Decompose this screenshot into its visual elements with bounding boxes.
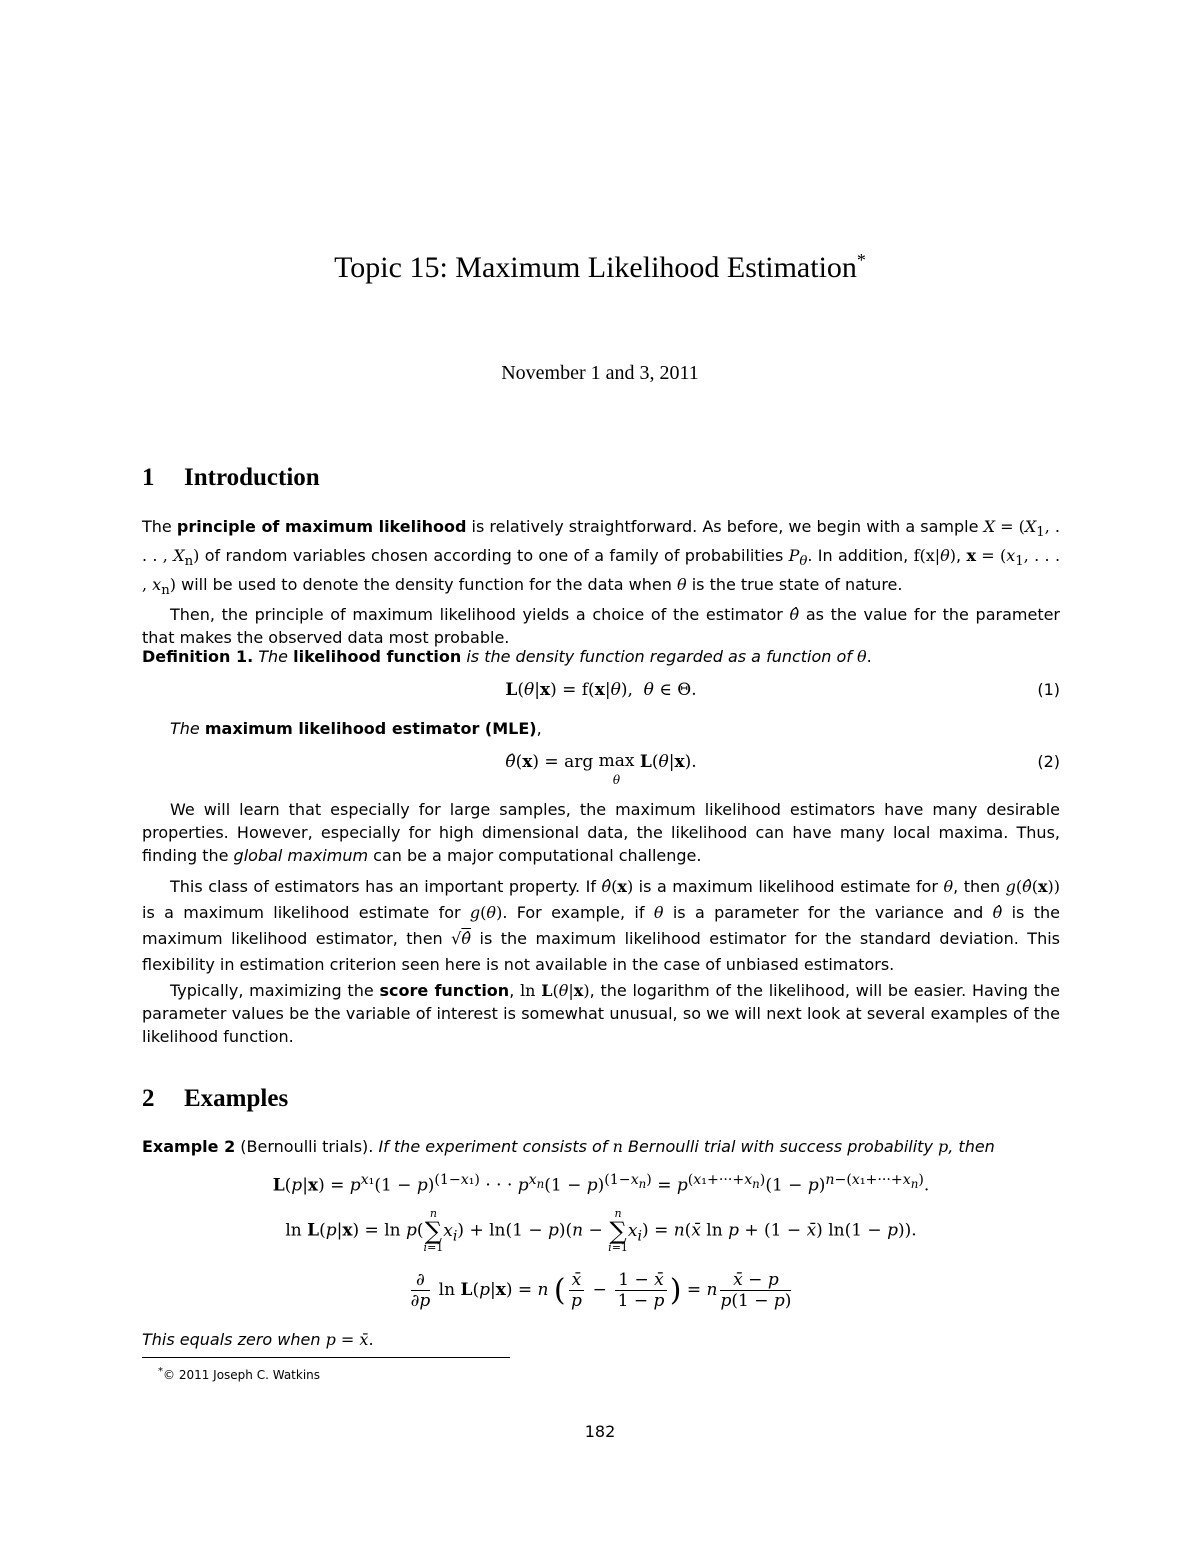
bernoulli-log-likelihood-equation: ln L(p|x) = ln p(n ∑ $i=1x_i) + \ln(1 - p)(n - n$ ∑ $i=1x_i$) = n(x̄ ln p + (1 − x̄) ln(1 − p)). bbox=[285, 1207, 917, 1254]
term-principle: principle of maximum likelihood bbox=[176, 517, 467, 536]
definition-1: Definition 1. The likelihood function is the density function regarded as a function of θ. bbox=[142, 647, 872, 666]
title-footnote-mark: * bbox=[856, 250, 866, 270]
page-number: 182 bbox=[584, 1422, 616, 1441]
emphasis-global-maximum: global maximum bbox=[233, 846, 369, 865]
equation-number-1: (1) bbox=[1037, 680, 1060, 699]
intro-paragraph-2: Then, the principle of maximum likelihood yields a choice of the estimator θ̂ as the value for the parameter that makes the observed data most probable. bbox=[142, 604, 1061, 647]
equation-1: L(θ|x) = f(x|θ), θ ∈ Θ. (1) bbox=[505, 680, 1060, 700]
term-likelihood-function: likelihood function bbox=[293, 647, 462, 666]
example-2: Example 2 (Bernoulli trials). If the experiment consists of n Bernoulli trial with success probability p, then bbox=[142, 1137, 995, 1156]
footnote-rule bbox=[142, 1357, 510, 1358]
intro-paragraph-1: The principle of maximum likelihood is relatively straightforward. As before, we begin with a sample $X = (X_1$, . . . , $X_n$) of random variables chosen according to one of a family of probabilities $P_\theta$. In addition, f(x|θ), $x = (x_1$, . . . , $x_n$) will be used to denote the density function for the data when θ is the true state of nature. bbox=[142, 517, 1061, 599]
section-number: 2 bbox=[142, 1085, 155, 1112]
mle-definition: The maximum likelihood estimator (MLE), bbox=[170, 719, 542, 738]
section-title: Examples bbox=[184, 1085, 289, 1112]
paragraph-invariance: This class of estimators has an important property. If θ̂(x) is a maximum likelihood estimate for θ, then g(θ̂(x)) is a maximum likelihood estimate for g(θ). For example, if θ is a parameter for the variance and θ̂ is the maximum likelihood estimator, then √θ̂ is the maximum likelihood estimator for the standard deviation. This flexibility in estimation criterion seen here is not available in the case of unbiased estimators. bbox=[142, 877, 1061, 974]
term-score-function: score function bbox=[379, 981, 510, 1000]
equation-number-2: (2) bbox=[1037, 752, 1060, 771]
section-heading-introduction bbox=[142, 464, 320, 492]
footnote-mark: * bbox=[158, 1366, 163, 1377]
section-number: 1 bbox=[142, 464, 155, 491]
page-title bbox=[0, 250, 1200, 285]
intro-paragraphs bbox=[142, 515, 1060, 649]
title-text: Topic 15: Maximum Likelihood Estimation bbox=[334, 251, 857, 284]
equation-2: θ̂(x) = arg max θ L(θ|x). (2) bbox=[505, 751, 1060, 787]
date-line: November 1 and 3, 2011 bbox=[501, 362, 699, 384]
paragraph-local-maxima: We will learn that especially for large samples, the maximum likelihood estimators have many desirable properties. However, especially for high dimensional data, the likelihood can have many local maxima. Thus, finding the global maximum can be a major computational challenge. bbox=[142, 800, 1060, 865]
example-conclusion: This equals zero when p = x̄. bbox=[142, 1330, 374, 1349]
bernoulli-derivative-equation: $\frac{\partial}{\partial p}$ ln L(p|x) = n ( $\frac{x̄}{p}$ − $\frac{1 - x̄}{1 - p}$ ) = n $\frac{x̄ - p}{p(1 - p)}$ bbox=[410, 1270, 792, 1311]
definition-label: Definition 1. bbox=[142, 647, 254, 666]
footnote-text: © 2011 Joseph C. Watkins bbox=[163, 1368, 321, 1382]
paragraph-score-function: Typically, maximizing the score function, ln L(θ|x), the logarithm of the likelihood, will be easier. Having the parameter values be the variable of interest is somewhat unusual, so we will next look at several examples of the likelihood function. bbox=[142, 981, 1061, 1046]
section-heading-examples bbox=[142, 1085, 288, 1113]
bernoulli-likelihood-equation: $L(p|x) = p^{x_1}(1 - p)^{(1-x_1)}$ · · · $p^{x_n}(1 - p)^{(1-x_n)} = p^{(x_1+\cdot\cdot\cdot+x_n)}(1 - p)^{n-(x_1+\cdot\cdot\cdot+x_n)}$. bbox=[272, 1172, 930, 1196]
term-mle: maximum likelihood estimator (MLE) bbox=[204, 719, 537, 738]
footnote bbox=[158, 1366, 320, 1382]
example-label: Example 2 bbox=[142, 1137, 236, 1156]
section-title: Introduction bbox=[184, 464, 320, 491]
